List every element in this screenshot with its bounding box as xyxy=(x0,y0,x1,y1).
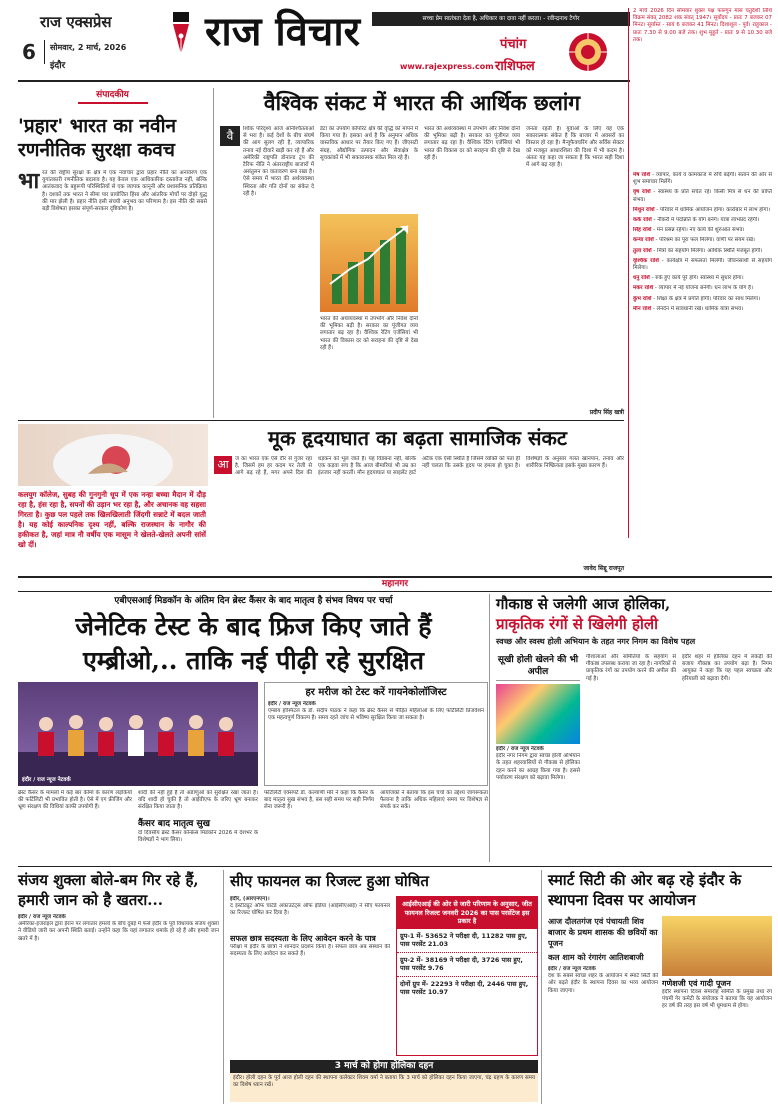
smart-city-left: आज दौलतगंज एवं पंचायती शिव बाजार के प्रथम शासक की छवियों का पूजन कल शाम को रंगारंग आतिशबाजी इंदौर / राज न्यूज नेटवर्क देश के सबसे स्वच्छ शहर के आयोजन में स्मार्ट सिटी की ओर बढ़ते इंदौर के स्थापना दिवस का भव्य आयोजन किया जाएगा। xyxy=(548,917,658,994)
rashi-item: कुंभ राशि - शिक्षा के क्षेत्र में प्रगति होगी। परिवार का साथ मिलेगा। xyxy=(633,295,761,302)
mook-body: आ ज का भारत एक ऐसे दौर से गुजर रहा है, जिसमें हम हर कदम पर तेजी से आगे बढ़ रहे हैं, मगर अपने दिल की धड़कन को भूल जाते हैं। यह विडंबना नहीं, बल्कि एक कड़वा सच है कि आज बीमारियां भी उम्र का इंतजार नहीं करतीं। मौन हृदयाघात या साइलेंट हार्ट अटैक एक ऐसी स्थिति है जिसमें व्यक्ति को पता ही नहीं चलता कि उसके हृदय पर हमला हो चुका है। विशेषज्ञों के अनुसार गलत खानपान, तनाव और शारीरिक निष्क्रियता इसके मुख्य कारण हैं। xyxy=(214,456,624,572)
editorial-tag: संपादकीय xyxy=(78,88,148,104)
mook-article xyxy=(18,424,624,574)
lead-col-2: डेटा का उपयोग कॉर्पोरेट क्षेत्र की वृद्धि को मापने में किया गया है। इसका अर्थ है कि अनुमान अधिक वास्तविक आधार पर तैयार किए गए हैं। जीएसटी संग्रह, औद्योगिक उत्पादन और सेवाक्षेत्र के सूचकांकों में भी सकारात्मक संकेत मिल रहे हैं। xyxy=(320,126,418,161)
holi-headline-2: प्राकृतिक रंगों से खिलेगी होली xyxy=(496,615,658,633)
mook-dropcap: आ xyxy=(214,456,232,474)
lead-article xyxy=(220,88,624,418)
lead-headline: वैश्विक संकट में भारत की आर्थिक छलांग xyxy=(263,90,581,115)
holika-date-title: 3 मार्च को होगा होलिका दहन xyxy=(230,1060,538,1073)
section-band xyxy=(18,576,772,592)
rashi-item: धनु राशि - रुके हुए कार्य पूरे होंगे। स्वास्थ्य में सुधार होगा। xyxy=(633,275,744,282)
editorial-headline: 'प्रहार' भारत का नवीन रणनीतिक सुरक्षा कवच xyxy=(18,115,177,161)
holi-story xyxy=(496,594,772,862)
rashi-item: कर्क राशि - नौकरी में पदोन्नति के योग बनेंगे। यात्रा लाभप्रद रहेगी। xyxy=(633,217,760,224)
ca-result-title: आईसीएआई की ओर से जारी परिणाम के अनुसार, जीत फायनल रिजल्ट जनवरी 2026 का पास परसेंटेज इस प्रकार है xyxy=(397,897,537,929)
growth-chart-photo xyxy=(320,214,418,312)
sanjay-body: अमेरिका-इजराइल द्वारा ईरान पर लगातार हमलों के बीच दुबई में फंसे इंदौर के पूर्व विधायक संजय शुक्ला ने वीडियो जारी कर अपनी स्थिति बताई। उन्होंने कहा कि यहां लगातार धमाके हो रहे हैं और हमारी जान खतरे में है। xyxy=(18,921,219,942)
holi-side-title: सूखी होली खेलने की भी अपील xyxy=(496,654,580,681)
ivf-subhead: कैंसर बाद मातृत्व सुख xyxy=(138,819,211,829)
lead-col-3: भारत की अर्थव्यवस्था में उपभोग और निवेश दोनों की भूमिका बढ़ी है। सरकार का पूंजीगत व्यय लगातार बढ़ रहा है। वैश्विक रेटिंग एजेंसियां भी भारत की विकास दर को सराहना की दृष्टि से देख रही हैं। xyxy=(424,126,520,161)
editorial-body: भा रत की राष्ट्रीय सुरक्षा के क्षेत्र में एक नवाचार द्वारा प्रहार नीति का अनावरण एक युगांतकारी रणनीतिक बदलाव है। यह केवल एक आधिकारिक दस्तावेज नहीं, बल्कि आतंकवाद के बहुरूपी परिस्थितियों से एक व्यापक कानूनी और प्रशासनिक प्रतिक्रिया है। दशकों तक भारत ने सीमा पार प्रायोजित हिंसा और आंतरिक मोर्चों पर दोहरे युद्ध की मार झेली है। प्रहार नीति इसी संचयी अनुभव का परिणाम है। इस नीति की सबसे बड़ी विशेषता इसका संपूर्ण-सरकार दृष्टिकोण है। xyxy=(18,170,207,213)
holi-side-box: सूखी होली खेलने की भी अपील इंदौर / राज न्यूज नेटवर्क इंदौर नगर निगम द्वारा स्वच्छ होली अभियान के तहत शहरवासियों से गौकाष्ठ से होलिका दहन करने का आग्रह किया गया है। इससे पर्यावरण संरक्षण को बढ़ावा मिलेगा। xyxy=(496,655,580,781)
quote-strip: सच्चा प्रेम स्वतंत्रता देता है, अधिकार का दावा नहीं करता। - रवीन्द्रनाथ टैगोर xyxy=(372,12,630,26)
website-url[interactable]: www.rajexpress.com xyxy=(400,62,494,71)
panchang-column xyxy=(628,8,772,538)
ca-result-box xyxy=(396,896,538,1056)
rashi-item: सिंह राशि - मन प्रसन्न रहेगा। नए कार्य की शुरुआत संभव। xyxy=(633,227,745,234)
city-name: इंदौर xyxy=(50,61,66,71)
brand-name: राज एक्सप्रेस xyxy=(40,13,112,31)
lead-byline: प्रदीप सिंह खत्री xyxy=(589,409,624,416)
photo-caption: इंदौर / राज न्यूज नेटवर्क xyxy=(22,777,71,783)
holi-dateline: इंदौर / राज न्यूज नेटवर्क xyxy=(496,746,544,752)
panchang-label: पंचांग xyxy=(500,37,527,52)
page-number: 6 xyxy=(22,40,36,64)
holi-headline-1: गौकाष्ठ से जलेगी आज होलिका, xyxy=(496,595,671,613)
holika-date-box xyxy=(230,1060,538,1102)
smart-city-dateline: इंदौर / राज न्यूज नेटवर्क xyxy=(548,966,596,972)
ca-left: इंदौर, (आरएनएन)। द इंस्टीट्यूट ऑफ चार्टर्ड अकाउंटेंट्स ऑफ इंडिया (आईसीएआई) ने सीए फायनल का रिजल्ट घोषित कर दिया है। सफल छात्र सदस्यता के लिए आवेदन करने के पात्र परीक्षा में इंदौर के छात्रों ने शानदार प्रदर्शन किया है। सफल छात्र अब संस्थान की सदस्यता के लिए आवेदन कर सकते हैं। xyxy=(230,896,390,958)
holi-col-3: इंदौर शहर में होलिका दहन में लकड़ी की बजाय गौकाष्ठ का उपयोग बढ़ा है। निगम आयुक्त ने कहा कि यह पहल स्वच्छता और हरियाली को बढ़ावा देगी। xyxy=(682,654,772,682)
ca-result-item: ग्रुप-1 में- 53652 ने परीक्षा दी, 11282 पास हुए, पास परसेंट 21.03 xyxy=(397,929,537,953)
mook-pull-quote: कलयुग कॉलेज, सुबह की गुनगुनी धूप में एक नन्हा बच्चा मैदान में दौड़ रहा है, हंस रहा है, सपनों की उड़ान भर रहा है, और अचानक वह सहसा गिरता है। कुछ पल पहले तक खिलखिलाती जिंदगी सन्नाटे में बदल जाती है। यह कोई काल्पनिक दृश्य नहीं, बल्कि राजस्थान के नागौर की हकीकत है, जहां मात्र नौ वर्षीय एक मासूम ने खेलते-खेलते अपनी सांसें खो दीं। xyxy=(18,490,206,549)
pen-nib-logo xyxy=(170,10,192,62)
ivf-sidebox-dateline: इंदौर / राज न्यूज नेटवर्क xyxy=(268,701,316,707)
panchang-text: 2 मार्च 2026 दिन सोमवार शुक्ल पक्ष फाल्गुन मास चतुर्दशी तिथि विक्रम संवत् 2082 शक संवत् 1947। सूर्योदय - प्रातः 7 बजकर 07 मिनट। सूर्यास्त - सायं 6 बजकर 41 मिनट। दिशाशूल - पूर्व। राहुकाल - प्रातः 7.30 से 9.00 बजे तक। शुभ मुहूर्त - प्रातः 9 से 10.30 बजे तक। xyxy=(633,8,772,43)
sanjay-dateline: इंदौर / राज न्यूज नेटवर्क xyxy=(18,914,66,920)
mahanagar-label: महानगर xyxy=(381,579,409,589)
panchang-wheel-icon xyxy=(568,32,608,72)
rashi-item: तुला राशि - मित्रों का सहयोग मिलेगा। आर्थिक स्थिति मजबूत होगी। xyxy=(633,247,763,254)
smart-city-subhead: गणेशजी एवं गादी पूजन xyxy=(662,978,731,988)
lead-col-4: जनता रहती है। युवाओं के लिए यह एक सकारात्मक संकेत है कि बाजार में अवसरों का विस्तार हो रहा है। मैन्युफैक्चरिंग और सर्विस सेक्टर को मजबूत आधारशिला की दिशा में भी कदम है। अंततः यह कहा जा सकता है कि भारत सही दिशा में आगे बढ़ रहा है। xyxy=(526,126,624,169)
ca-story xyxy=(230,870,542,1104)
ivf-col-d: आयोजकों ने बताया कि इस चर्चा का उद्देश्य जागरूकता फैलाना है ताकि अधिक महिलाएं समय पर विशेषज्ञ से संपर्क कर सकें। xyxy=(380,790,488,811)
rashi-item: मीन राशि - लेनदेन में सावधानी रखें। धार्मिक यात्रा संभव। xyxy=(633,305,744,312)
sanjay-story xyxy=(18,870,224,1104)
conference-photo xyxy=(18,682,258,786)
sanjay-headline: संजय शुक्ला बोले-बम गिर रहे हैं, हमारी जान को है खतरा... xyxy=(18,871,199,909)
rashi-list xyxy=(633,172,772,313)
rashi-item: वृश्चिक राशि - कार्यक्षेत्र में सफलता मिलेगी। जीवनसाथी से सहयोग मिलेगा। xyxy=(633,257,772,272)
holi-col-2: गौशालाओं और समितियों के सहयोग से गौकाष्ठ उपलब्ध कराया जा रहा है। नागरिकों से प्राकृतिक रंगों का उपयोग करने की अपील की गई है। xyxy=(586,654,676,682)
temple-photo xyxy=(662,916,772,976)
ca-result-item: दोनों ग्रुप में- 22293 ने परीक्षा दी, 2446 पास हुए, पास परसेंट 10.97 xyxy=(400,979,529,997)
ivf-story xyxy=(18,594,490,862)
smart-city-headline: स्मार्ट सिटी की ओर बढ़ रहे इंदौर के स्थापना दिवस पर आयोजन xyxy=(548,871,742,909)
lead-dropcap: वै xyxy=(220,126,240,146)
ivf-col-b: शादी की नहीं हुई है तो अंडाणुओं को सुरक्षित रखा जाता है। यदि शादी हो चुकी है तो आईवीएफ के जरिए भ्रूण बनाकर संरक्षित किया जाता है। कैंसर बाद मातृत्व सुख दो दिवसीय ब्रेस्ट कैंसर कॉन्फ्रेंस मिडकॉन 2026 में देशभर के विशेषज्ञों ने भाग लिया। xyxy=(138,790,258,844)
rashi-item: कन्या राशि - परिश्रम का पूरा फल मिलेगा। वाणी पर संयम रखें। xyxy=(633,237,755,244)
ca-subhead: सफल छात्र सदस्यता के लिए आवेदन करने के पात्र xyxy=(230,933,376,944)
editorial-dropcap: भा xyxy=(18,170,40,194)
smart-city-right: गणेशजी एवं गादी पूजन इंदौर स्थापना दिवस समारोह समिति के प्रमुख तथा रंग पंचमी गेर कमेटी के संयोजक ने बताया कि यह आयोजन हर वर्ष की तरह इस वर्ष भी धूमधाम से होगा। xyxy=(662,916,772,1104)
mook-byline: जावेद सिद्दू राजपूत xyxy=(583,565,624,572)
ivf-headline: जेनेटिक टेस्ट के बाद फ्रिज किए जाते हैं एम्ब्रीओ,.. ताकि नई पीढ़ी रहे सुरक्षित xyxy=(75,612,432,675)
rashi-item: मिथुन राशि - परिवार में धार्मिक आयोजन होगा। कारोबार में लाभ होगा। xyxy=(633,206,771,213)
rashi-item: वृष राशि - स्वास्थ्य के प्रति सचेत रहें। किसी मित्र से धन की प्राप्ति संभव। xyxy=(633,189,772,203)
lead-col-1: वै श्विक परिदृश्य आज अनिश्चितताओं से भरा है। कई देशों के बीच संघर्ष की आग सुलग रही है, व्यापारिक तनाव नई दीवारें खड़ी कर रहे हैं और अमेरिकी राष्ट्रपति डोनाल्ड ट्रंप की टैरिफ नीति ने अंतरराष्ट्रीय बाजारों में असंतुलन का वातावरण बना रखा है। ऐसे समय में भारत की अर्थव्यवस्था स्थिरता और गति दोनों का संकेत दे रही है। xyxy=(220,126,314,416)
editorial-block xyxy=(18,88,214,418)
heart-pain-photo xyxy=(18,424,208,486)
smart-city-bullet: आज दौलतगंज एवं पंचायती शिव बाजार के प्रथम शासक की छवियों का पूजन xyxy=(548,917,658,948)
rashifal-label: राशिफल xyxy=(495,59,535,74)
ivf-kicker: एबीएसआई मिडकॉन के अंतिम दिन ब्रेस्ट कैंसर के बाद मातृत्व है संभव विषय पर चर्चा xyxy=(114,596,393,606)
ivf-sidebox-title: हर मरीज को टेस्ट करें गायनेकोलॉजिस्ट xyxy=(305,687,447,698)
holika-date-text: इंदौर। होली दहन के पूर्व आज होली दहन की स्थापना कलेक्टर शिवम वर्मा ने बताया कि 3 मार्च को होलिका दहन किया जाएगा, चंद्र ग्रहण के कारण समय का विशेष ध्यान रखें। xyxy=(233,1075,535,1089)
lead-col-2b: भारत की अर्थव्यवस्था में उपभोग और निवेश दोनों की भूमिका बढ़ी है। सरकार का पूंजीगत व्यय लगातार बढ़ रहा है। वैश्विक रेटिंग एजेंसियां भी भारत की विकास दर को सराहना की दृष्टि से देख रही हैं। xyxy=(320,316,418,351)
mook-headline: मूक हृदयाघात का बढ़ता सामाजिक संकट xyxy=(268,426,567,450)
ca-headline: सीए फायनल का रिजल्ट हुआ घोषित xyxy=(230,872,429,890)
ivf-sidebox xyxy=(264,682,488,786)
ivf-col-c: फर्टिलिटी एक्सपर्ट डॉ. कल्याणी मोरे ने कहा कि कैंसर के बाद मातृत्व सुख संभव है, बस सही समय पर सही निर्णय लेना जरूरी है। xyxy=(264,790,374,811)
rashi-item: मेष राशि - व्यापार, कार्य व कामकाज में रुचि बढ़ेगी। संतान की ओर से शुभ समाचार मिलेंगे। xyxy=(633,172,772,186)
holi-deck: स्वच्छ और स्वस्थ होली अभियान के तहत नगर निगम का विशेष पहल xyxy=(496,637,696,646)
ca-dateline: इंदौर, (आरएनएन)। xyxy=(230,896,270,902)
issue-date: सोमवार, 2 मार्च, 2026 xyxy=(50,43,127,52)
rashi-item: मकर राशि - व्यापार में नई योजना बनेगी। धन लाभ के योग हैं। xyxy=(633,285,754,292)
page-title: राज विचार xyxy=(205,8,361,55)
ivf-sidebox-text: एम्बाय हॉस्पिटल के डॉ. संदीप पाठक ने कहा कि ब्रेस्ट कैंसर से पीड़ित महिलाओं के लिए फर्टिलिटी प्रिजर्वेशन एक महत्वपूर्ण विकल्प है। समय रहते जांच से भविष्य सुरक्षित किया जा सकता है। xyxy=(268,708,484,722)
ivf-col-a: ब्रेस्ट कैंसर के मामलों में कई बार कीमो के कारण लड़कियों की फर्टिलिटी भी प्रभावित होती है। ऐसे में एग फ्रीजिंग और भ्रूण संरक्षण की विधियां काफी उपयोगी हैं। xyxy=(18,790,132,811)
smart-city-story xyxy=(548,870,772,1104)
ca-result-item: ग्रुप-2 में- 38169 ने परीक्षा दी, 3726 पास हुए, पास परसेंट 9.76 xyxy=(397,953,537,977)
holi-color-photo xyxy=(496,684,580,744)
smart-city-bullet: कल शाम को रंगारंग आतिशबाजी xyxy=(548,953,644,962)
